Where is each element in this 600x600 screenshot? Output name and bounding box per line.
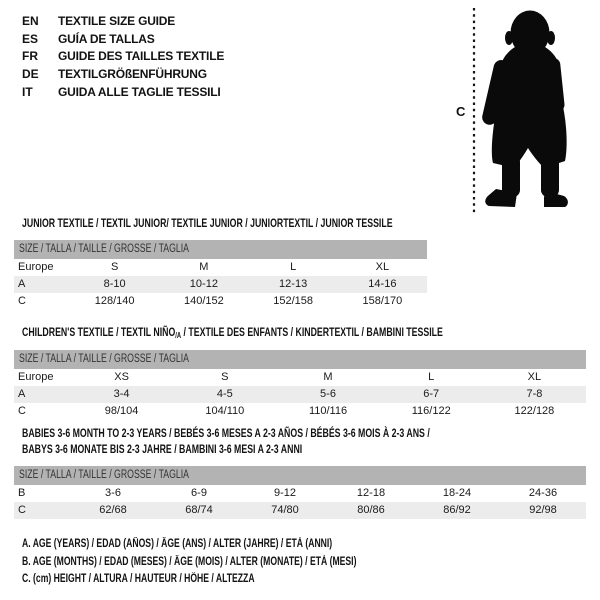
- junior-size-table: [14, 240, 427, 310]
- height-cell: 92/98: [529, 504, 557, 516]
- height-cell: 74/80: [271, 504, 299, 516]
- row-label: Europe: [18, 371, 54, 383]
- language-row-it: [22, 84, 224, 102]
- title-text: / TEXTILE DES ENFANTS / KINDERTEXTIL / BAMBINI TESSILE: [181, 325, 443, 339]
- row-label: A: [18, 388, 26, 400]
- age-cell: 10-12: [189, 278, 218, 290]
- height-cell: 158/170: [362, 295, 403, 307]
- row-label: Europe: [18, 261, 54, 273]
- height-cell: 62/68: [99, 504, 127, 516]
- size-header-label: SIZE / TALLA / TAILLE / GRÖSSE / TAGLIA: [19, 243, 190, 255]
- size-header-bar: [14, 240, 427, 259]
- children-size-table: [14, 350, 586, 420]
- size-cell: XS: [114, 371, 129, 383]
- months-cell: 18-24: [442, 487, 472, 499]
- height-measure-label: C: [456, 104, 466, 119]
- age-cell: 14-16: [368, 278, 397, 290]
- age-cell: 6-7: [423, 388, 440, 400]
- table-row-europe: [14, 259, 427, 276]
- months-cell: 12-18: [356, 487, 386, 499]
- size-header-label: SIZE / TALLA / TAILLE / GRÖSSE / TAGLIA: [19, 353, 190, 365]
- size-cell: L: [428, 371, 435, 383]
- language-code: ES: [22, 31, 39, 46]
- row-label: C: [18, 295, 26, 307]
- months-cell: 9-12: [273, 487, 297, 499]
- language-title: GUIDA ALLE TAGLIE TESSILI: [58, 84, 221, 99]
- size-cell: XL: [527, 371, 542, 383]
- height-cell: 140/152: [183, 295, 224, 307]
- size-cell: XL: [375, 261, 390, 273]
- height-cell: 152/158: [273, 295, 313, 307]
- height-cell: 80/86: [357, 504, 385, 516]
- babies-title-line1: BABIES 3-6 MONTH TO 2-3 YEARS / BEBÉS 3-6 MESES A 2-3 AÑOS / BÉBÉS 3-6 MOIS À 2-3 ANS /: [22, 426, 430, 440]
- language-row-fr: [22, 48, 224, 66]
- row-label: A: [18, 278, 26, 290]
- age-cell: 7-8: [526, 388, 543, 400]
- height-figure: [440, 0, 600, 220]
- legend-line-a: A. AGE (YEARS) / EDAD (AÑOS) / ÂGE (ANS) / ALTER (JAHRE) / ETÀ (ANNI): [22, 538, 333, 550]
- size-cell: M: [199, 261, 209, 273]
- measure-legend: [22, 536, 468, 589]
- row-label: C: [18, 504, 26, 516]
- row-label: B: [18, 487, 26, 499]
- size-header-label: SIZE / TALLA / TAILLE / GRÖSSE / TAGLIA: [19, 469, 190, 481]
- babies-size-table: [14, 466, 586, 519]
- table-row-height: [14, 502, 586, 519]
- months-cell: 6-9: [191, 487, 207, 499]
- size-cell: S: [110, 261, 119, 273]
- age-cell: 8-10: [103, 278, 126, 290]
- language-row-en: [22, 13, 224, 31]
- language-code: IT: [22, 84, 33, 99]
- language-title: TEXTILE SIZE GUIDE: [58, 14, 176, 28]
- junior-table-title: JUNIOR TEXTILE / TEXTIL JUNIOR/ TEXTILE JUNIOR / JUNIORTEXTIL / JUNIOR TESSILE: [22, 216, 393, 230]
- children-table-title: [22, 325, 443, 340]
- language-title-list: [22, 13, 224, 101]
- table-row-age: [14, 386, 586, 403]
- height-cell: 86/92: [443, 504, 471, 516]
- size-header-bar: [14, 350, 586, 369]
- legend-line-c: C. (cm) HEIGHT / ALTURA / HAUTEUR / HÖHE / ALTEZZA: [22, 573, 255, 586]
- table-row-age: [14, 276, 427, 293]
- language-code: EN: [22, 14, 39, 28]
- age-cell: 3-4: [113, 388, 130, 400]
- language-code: DE: [22, 67, 39, 82]
- size-header-bar: [14, 466, 586, 485]
- age-cell: 12-13: [279, 278, 308, 290]
- title-text: CHILDREN'S TEXTILE / TEXTIL NIÑO: [22, 325, 176, 339]
- height-cell: 116/122: [411, 405, 451, 417]
- table-row-europe: [14, 369, 586, 386]
- language-code: FR: [22, 49, 38, 64]
- height-cell: 122/128: [514, 405, 555, 417]
- babies-title-line2: BABYS 3-6 MONATE BIS 2-3 JAHRE / BAMBINI 3-6 MESI A 2-3 ANNI: [22, 441, 303, 456]
- language-title: GUÍA DE TALLAS: [58, 31, 155, 46]
- row-label: C: [18, 405, 26, 417]
- height-cell: 104/110: [205, 405, 245, 417]
- height-cell: 110/116: [308, 405, 348, 417]
- title-subscript: /A: [175, 331, 182, 340]
- height-cell: 68/74: [185, 504, 213, 516]
- legend-line-b: B. AGE (MONTHS) / EDAD (MESES) / ÂGE (MOIS) / ALTER (MONATE) / ETÀ (MESI): [22, 555, 357, 568]
- babies-table-title: [22, 426, 430, 457]
- table-row-height: [14, 403, 586, 420]
- language-row-es: [22, 31, 224, 49]
- toddler-silhouette-shape: [481, 11, 568, 208]
- table-row-months: [14, 485, 586, 502]
- months-cell: 24-36: [528, 487, 558, 499]
- language-row-de: [22, 66, 224, 84]
- height-cell: 128/140: [94, 295, 135, 307]
- size-cell: M: [323, 371, 333, 383]
- months-cell: 3-6: [105, 487, 121, 499]
- age-cell: 4-5: [216, 388, 233, 400]
- age-cell: 5-6: [320, 388, 336, 400]
- toddler-silhouette-icon: [440, 0, 600, 220]
- size-cell: S: [221, 371, 229, 383]
- language-title: GUIDE DES TAILLES TEXTILE: [58, 49, 225, 64]
- height-cell: 98/104: [104, 405, 139, 417]
- size-cell: L: [290, 261, 297, 273]
- table-row-height: [14, 293, 427, 310]
- language-title: TEXTILGRÖßENFÜHRUNG: [58, 67, 207, 82]
